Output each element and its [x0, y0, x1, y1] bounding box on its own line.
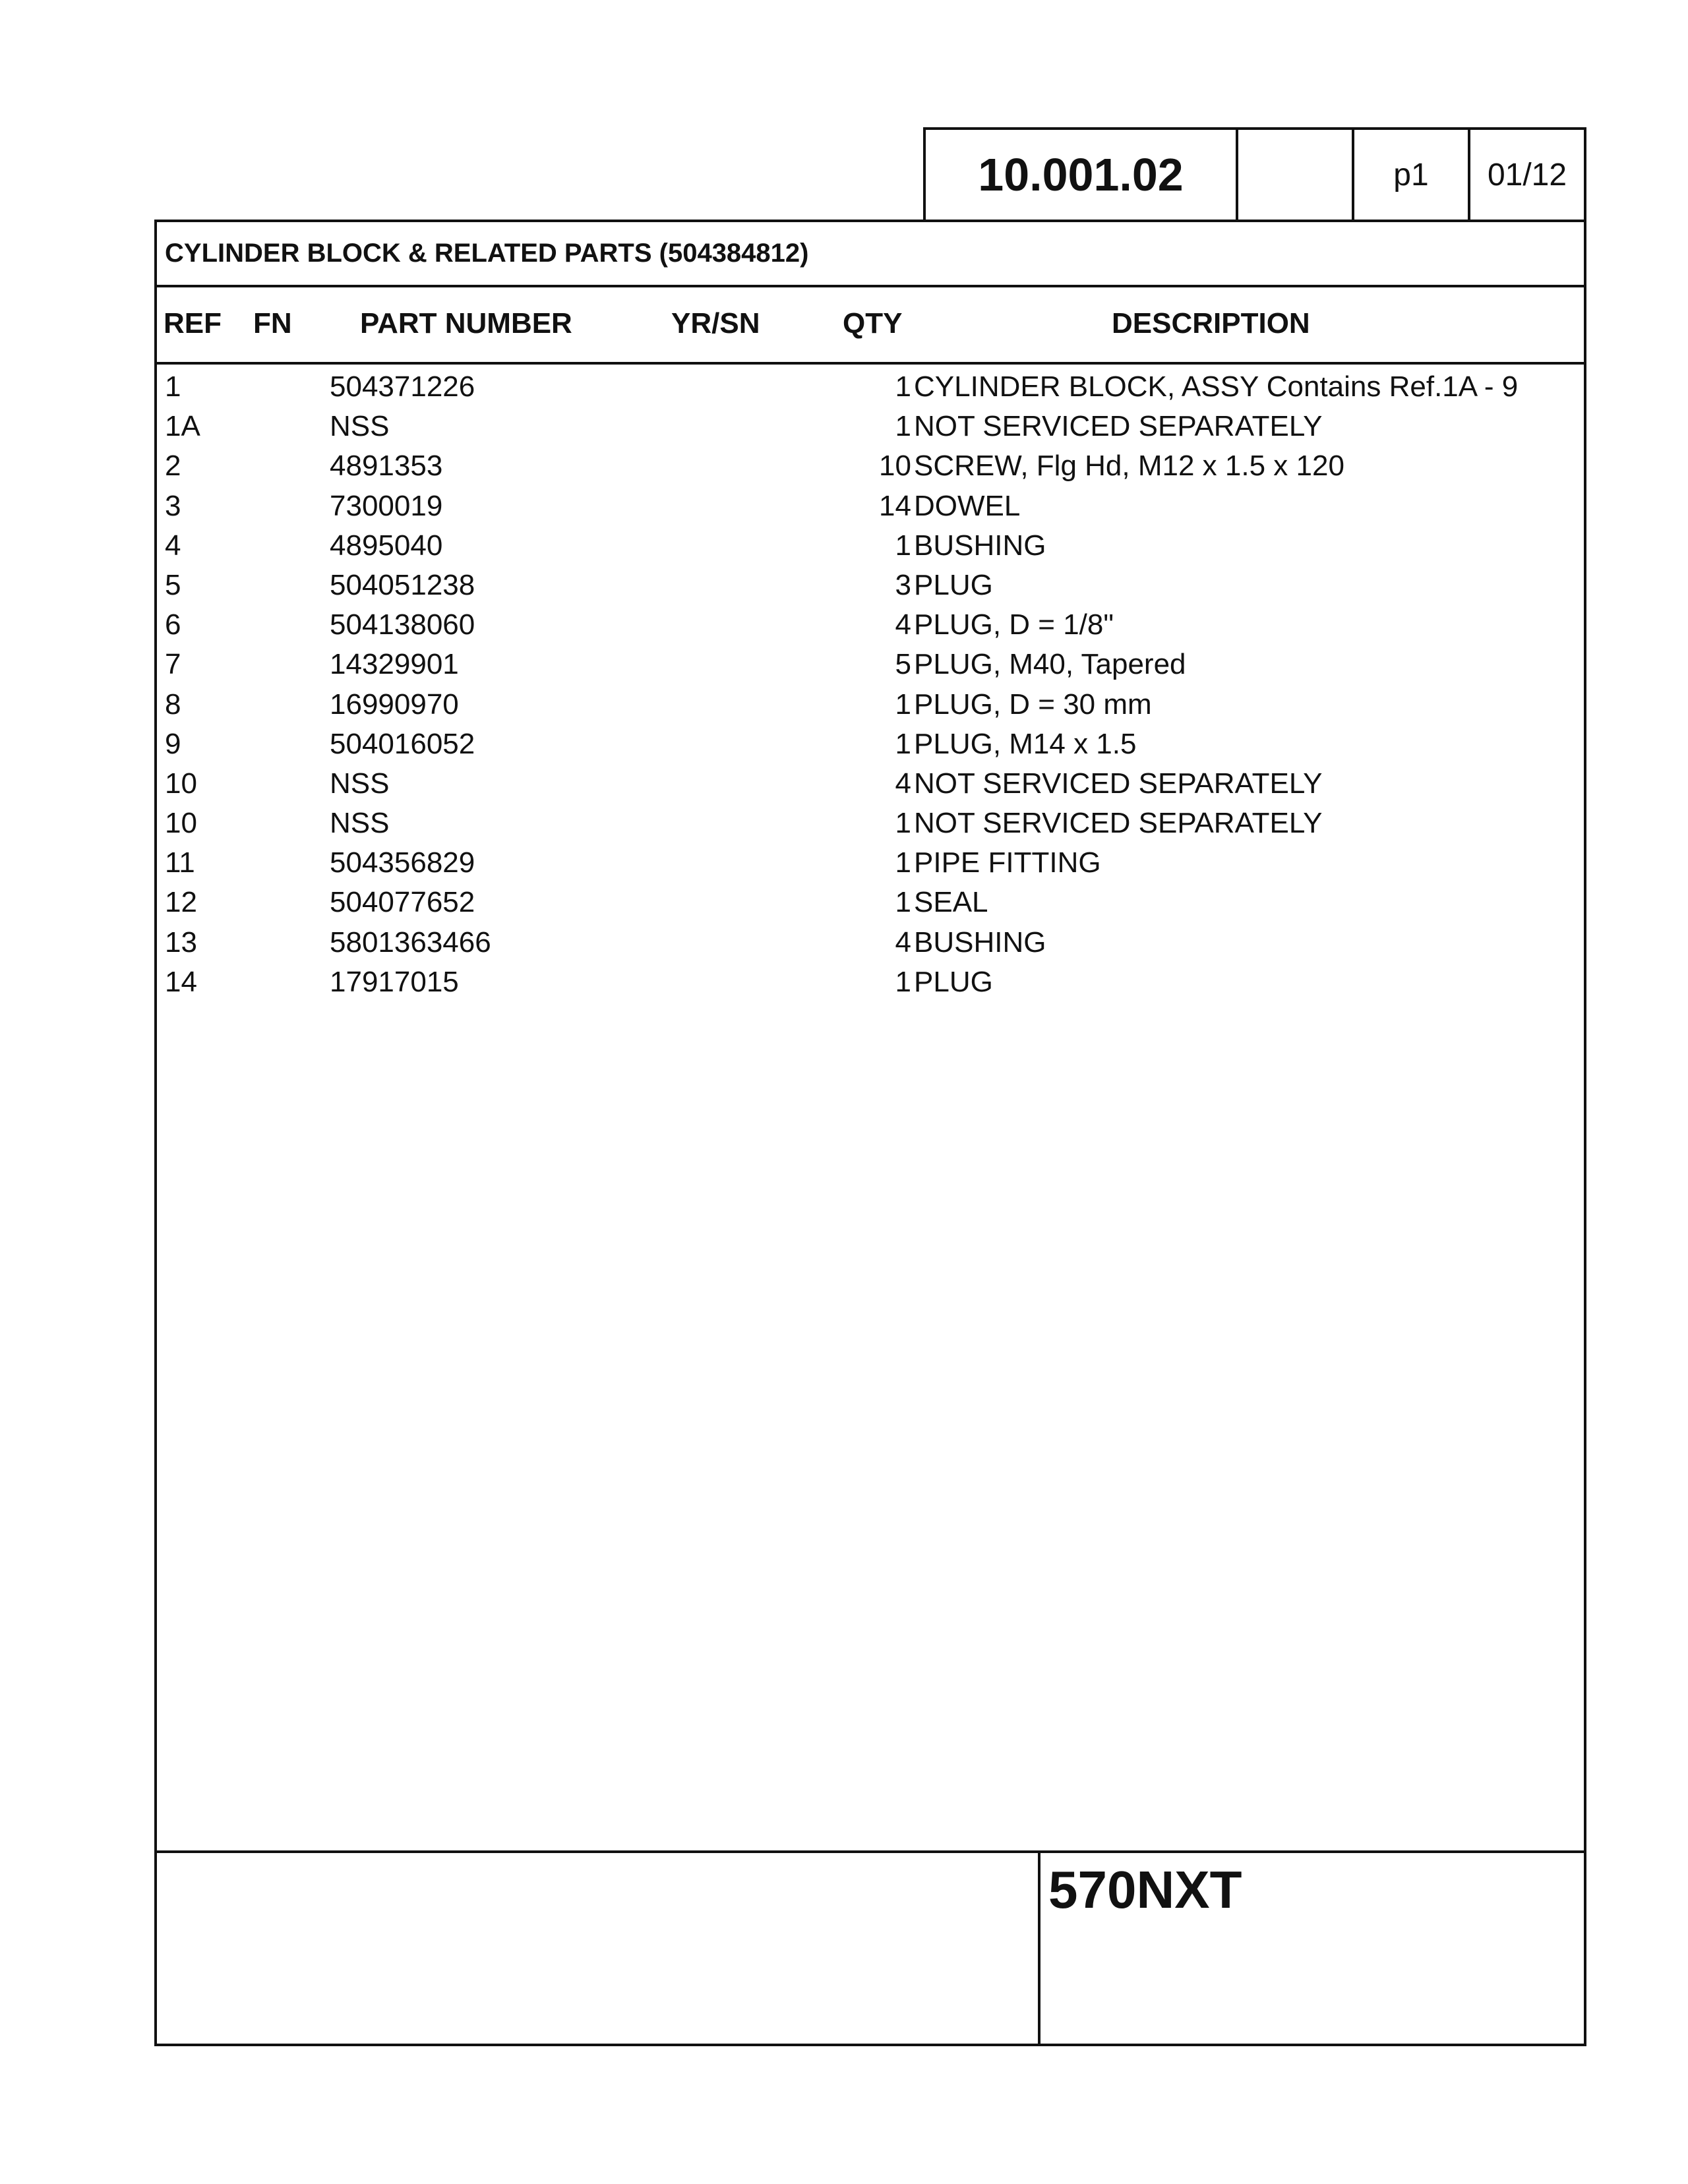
- row-ref: 5: [165, 568, 181, 601]
- column-header-part-number: PART NUMBER: [360, 307, 572, 339]
- row-part-number: 5801363466: [330, 926, 491, 959]
- table-row: [157, 804, 1584, 843]
- row-description: SEAL: [914, 886, 988, 919]
- row-ref: 8: [165, 688, 181, 721]
- page-number: p1: [1352, 127, 1470, 222]
- row-qty: 1: [895, 529, 911, 562]
- row-qty: 4: [895, 767, 911, 800]
- row-description: NOT SERVICED SEPARATELY: [914, 767, 1323, 800]
- row-ref: 1A: [165, 410, 200, 443]
- row-description: BUSHING: [914, 926, 1046, 959]
- row-ref: 10: [165, 767, 197, 800]
- table-row: [157, 407, 1584, 446]
- table-row: [157, 843, 1584, 883]
- row-qty: 5: [895, 648, 911, 681]
- row-qty: 1: [895, 727, 911, 760]
- table-row: [157, 367, 1584, 407]
- row-ref: 10: [165, 807, 197, 840]
- row-ref: 11: [165, 846, 195, 879]
- row-ref: 7: [165, 648, 181, 681]
- row-part-number: 4891353: [330, 450, 443, 483]
- row-part-number: 504356829: [330, 846, 475, 879]
- row-part-number: NSS: [330, 410, 390, 443]
- column-header-description: DESCRIPTION: [1112, 307, 1310, 339]
- table-row: [157, 685, 1584, 724]
- revision-date: 01/12: [1468, 127, 1586, 222]
- row-qty: 4: [895, 608, 911, 641]
- column-header-fn: FN: [253, 307, 292, 339]
- row-description: PIPE FITTING: [914, 846, 1101, 879]
- column-header-row: [157, 285, 1584, 365]
- row-ref: 2: [165, 450, 181, 483]
- row-qty: 1: [895, 886, 911, 919]
- section-number: 10.001.02: [923, 127, 1238, 222]
- row-description: PLUG, D = 1/8": [914, 608, 1114, 641]
- row-ref: 13: [165, 926, 197, 959]
- row-description: PLUG, M14 x 1.5: [914, 727, 1137, 760]
- row-part-number: 504016052: [330, 727, 475, 760]
- row-part-number: 504051238: [330, 568, 475, 601]
- column-header-qty: QTY: [843, 307, 903, 339]
- row-qty: 1: [895, 688, 911, 721]
- table-row: [157, 605, 1584, 645]
- assembly-title: CYLINDER BLOCK & RELATED PARTS (504384812): [157, 222, 1584, 287]
- row-part-number: 4895040: [330, 529, 443, 562]
- row-description: SCREW, Flg Hd, M12 x 1.5 x 120: [914, 450, 1344, 483]
- row-description: BUSHING: [914, 529, 1046, 562]
- table-row: [157, 645, 1584, 684]
- row-part-number: 504077652: [330, 886, 475, 919]
- row-description: PLUG: [914, 965, 993, 998]
- parts-list-frame: [154, 220, 1586, 2046]
- footer-divider: [1038, 1853, 1040, 2044]
- row-qty: 14: [879, 489, 911, 522]
- row-description: PLUG: [914, 568, 993, 601]
- row-qty: 10: [879, 450, 911, 483]
- row-ref: 4: [165, 529, 181, 562]
- row-part-number: 504371226: [330, 370, 475, 403]
- table-row: [157, 883, 1584, 922]
- table-row: [157, 526, 1584, 566]
- parts-rows: [157, 367, 1584, 1002]
- row-qty: 1: [895, 846, 911, 879]
- row-part-number: 14329901: [330, 648, 459, 681]
- model-name: 570NXT: [1048, 1860, 1242, 1919]
- row-ref: 12: [165, 886, 197, 919]
- row-part-number: 16990970: [330, 688, 459, 721]
- row-qty: 1: [895, 965, 911, 998]
- column-header-yr-sn: YR/SN: [671, 307, 760, 339]
- row-part-number: NSS: [330, 807, 390, 840]
- table-row: [157, 566, 1584, 605]
- row-part-number: 504138060: [330, 608, 475, 641]
- row-ref: 3: [165, 489, 181, 522]
- footer-block: [157, 1850, 1584, 2044]
- row-description: PLUG, M40, Tapered: [914, 648, 1186, 681]
- row-description: DOWEL: [914, 489, 1021, 522]
- row-ref: 9: [165, 727, 181, 760]
- column-header-ref: REF: [164, 307, 222, 339]
- row-part-number: 17917015: [330, 965, 459, 998]
- row-qty: 1: [895, 370, 911, 403]
- table-row: [157, 487, 1584, 526]
- row-ref: 14: [165, 965, 197, 998]
- row-part-number: NSS: [330, 767, 390, 800]
- row-part-number: 7300019: [330, 489, 443, 522]
- header-blank-cell: [1236, 127, 1354, 222]
- row-description: NOT SERVICED SEPARATELY: [914, 410, 1323, 443]
- row-description: PLUG, D = 30 mm: [914, 688, 1152, 721]
- row-qty: 4: [895, 926, 911, 959]
- table-row: [157, 962, 1584, 1002]
- row-description: CYLINDER BLOCK, ASSY Contains Ref.1A - 9: [914, 370, 1519, 403]
- table-row: [157, 724, 1584, 764]
- row-description: NOT SERVICED SEPARATELY: [914, 807, 1323, 840]
- row-ref: 6: [165, 608, 181, 641]
- row-qty: 1: [895, 807, 911, 840]
- row-ref: 1: [165, 370, 181, 403]
- table-row: [157, 764, 1584, 804]
- row-qty: 3: [895, 568, 911, 601]
- table-row: [157, 446, 1584, 486]
- row-qty: 1: [895, 410, 911, 443]
- table-row: [157, 923, 1584, 962]
